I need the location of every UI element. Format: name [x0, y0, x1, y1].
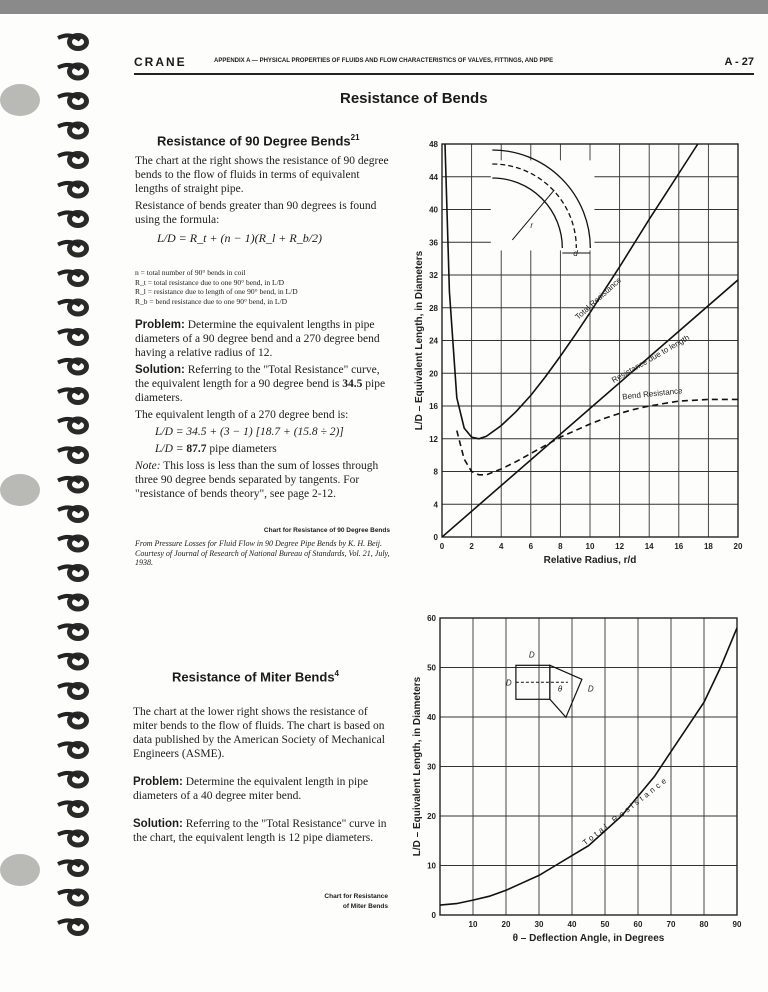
y-tick-label: 12 [429, 434, 438, 444]
problem-text: Determine the equivalent lengths in pipe diameters of a 90 degree bend and a 270 degree bend having a relative radius of 12. [135, 319, 380, 359]
chart1-caption-title: Chart for Resistance of 90 Degree Bends [263, 527, 390, 534]
x-axis-label: θ – Deflection Angle, in Degrees [512, 933, 665, 944]
equation-intro: The equivalent length of a 270 degree bend is: [135, 409, 349, 421]
inset-pipe-mitered [550, 665, 582, 717]
y-tick-label: 28 [429, 303, 438, 313]
y-tick-label: 44 [429, 172, 438, 182]
y-tick-label: 48 [429, 140, 438, 149]
punch-hole-mark [0, 84, 40, 116]
x-tick-label: 40 [567, 920, 577, 929]
inset-label-d-left: D [505, 678, 512, 688]
x-tick-label: 2 [469, 542, 474, 551]
heading-text: Resistance of Miter Bends [172, 669, 335, 685]
x-tick-label: 16 [674, 542, 684, 551]
x-axis-label: Relative Radius, r/d [543, 555, 637, 566]
definition-line: R_l = resistance due to length of one 90° bend, in L/D [135, 287, 298, 296]
heading-text: Resistance of 90 Degree Bends [157, 133, 351, 149]
bend-formula: L/D = R_t + (n − 1)(R_l + R_b/2) [157, 231, 323, 245]
solution-label: Solution: [133, 818, 183, 830]
x-tick-label: 18 [703, 542, 713, 551]
spiral-binding [0, 20, 100, 990]
x-tick-label: 10 [585, 542, 595, 551]
note-label: Note: [135, 460, 161, 472]
y-tick-label: 24 [429, 336, 438, 346]
y-tick-label: 40 [429, 205, 438, 215]
chart2-caption: Chart for Resistance of Miter Bends [324, 893, 388, 910]
solution-label: Solution: [135, 364, 185, 376]
chart-90-degree-bends [400, 138, 750, 578]
inset-background [491, 160, 595, 250]
series-label-total-resistance: Total Resistance [580, 774, 671, 848]
series-label-total-resistance: Total Resistance [573, 275, 624, 322]
solution-text: Referring to the "Total Resistance" curve in the chart, the equivalent length is 12 pipe diameters. [133, 818, 387, 844]
note-text: This loss is less than the sum of losses through three 90 degree bends separated by tangents. For "resistance of bends theory", see page 2-12. [135, 460, 379, 500]
problem-label: Problem: [133, 776, 183, 788]
y-tick-label: 4 [433, 500, 438, 510]
y-tick-label: 50 [427, 663, 436, 673]
inset-label-d-top: D [528, 650, 535, 660]
bends90-intro-block [135, 154, 390, 230]
miter-intro: The chart at the lower right shows the resistance of miter bends to the flow of fluids. The chart is based on data published by the American Society of Mechanical Engineers (ASME). [133, 706, 385, 760]
x-tick-label: 50 [600, 920, 610, 929]
bend-inset-diagram [491, 150, 595, 258]
y-axis-label: L/D – Equivalent Length, in Diameters [414, 250, 425, 431]
y-tick-label: 36 [429, 238, 438, 248]
x-tick-label: 60 [633, 920, 643, 929]
page-number: A - 27 [724, 56, 754, 68]
section-heading-miter-bends [172, 669, 339, 684]
series-label-resistance-due-to-length: Resistance due to length [610, 332, 691, 385]
y-tick-label: 8 [433, 467, 438, 477]
chart1-source-caption: From Pressure Losses for Fluid Flow in 90 Degree Pipe Bends by K. H. Beij. Courtesy of Journal of Research of National Bureau of Standards, Vol. 21, July, 1938. [135, 539, 390, 567]
equation-2-value: 87.7 [186, 443, 207, 455]
equation-2-suffix: pipe diameters [209, 443, 277, 455]
y-tick-label: 60 [427, 614, 436, 623]
x-tick-label: 90 [732, 920, 742, 929]
appendix-title: APPENDIX A — PHYSICAL PROPERTIES OF FLUIDS AND FLOW CHARACTERISTICS OF VALVES, FITTINGS, AND PIPE [214, 58, 554, 64]
x-tick-label: 20 [501, 920, 511, 929]
inset-label-d: d [573, 248, 578, 258]
punch-hole-mark [0, 854, 40, 886]
series-label-bend-resistance: Bend Resistance [621, 386, 683, 402]
equation-2-prefix: L/D = [155, 443, 184, 455]
formula-intro: Resistance of bends greater than 90 degrees is found using the formula: [135, 200, 377, 226]
formula-definitions [135, 268, 298, 306]
x-tick-label: 30 [534, 920, 544, 929]
x-tick-label: 8 [558, 542, 563, 551]
x-tick-label: 0 [439, 542, 445, 551]
y-tick-label: 20 [427, 812, 436, 821]
header-rule [134, 73, 754, 75]
inset-label-d-right: D [587, 684, 594, 694]
x-tick-label: 6 [528, 542, 534, 551]
y-tick-label: 10 [427, 861, 436, 871]
y-axis-label: L/D – Equivalent Length, in Diameters [412, 676, 423, 857]
punch-hole-mark [0, 474, 40, 506]
inset-label-r: r [530, 220, 533, 230]
definition-line: R_b = bend resistance due to one 90° bend, in L/D [135, 296, 287, 306]
equation-line-1: L/D = 34.5 + (3 − 1) [18.7 + (15.8 ÷ 2)] [155, 426, 344, 438]
bends90-problem-block [135, 318, 390, 504]
page-header [134, 55, 754, 75]
page-title: Resistance of Bends [340, 90, 488, 107]
inset-label-theta: θ [557, 684, 563, 694]
solution-value: 34.5 [342, 378, 363, 390]
y-tick-label: 32 [429, 271, 438, 280]
x-tick-label: 4 [498, 542, 504, 551]
problem-text: Determine the equivalent length in pipe diameters of a 40 degree miter bend. [133, 776, 369, 802]
series-bend-resistance [457, 399, 738, 474]
reference-number: 4 [334, 669, 339, 678]
problem-label: Problem: [135, 319, 185, 331]
section-heading-90-bends [157, 133, 360, 148]
definition-line: n = total number of 90° bends in coil [135, 268, 246, 277]
chart-miter-bends [400, 612, 750, 957]
scan-top-strip [0, 0, 768, 14]
x-tick-label: 70 [666, 920, 676, 929]
solution-end: pipe diameters. [135, 378, 386, 404]
y-tick-label: 20 [429, 369, 438, 379]
y-tick-label: 30 [427, 762, 436, 772]
miter-inset-diagram [506, 650, 594, 717]
x-tick-label: 10 [468, 920, 478, 929]
x-tick-label: 12 [615, 542, 625, 551]
y-tick-label: 40 [427, 713, 436, 722]
solution-text: Referring to the "Total Resistance" curve, the equivalent length for a 90 degree bend is [135, 364, 380, 390]
x-tick-label: 20 [733, 542, 743, 551]
x-tick-label: 80 [699, 920, 709, 929]
x-tick-label: 14 [644, 542, 654, 551]
brand-name: CRANE [134, 55, 187, 69]
intro-paragraph: The chart at the right shows the resistance of 90 degree bends to the flow of fluids in terms of equivalent lengths of straight pipe. [135, 155, 389, 195]
y-tick-label: 0 [431, 911, 436, 920]
series-total-resistance [445, 87, 738, 439]
y-tick-label: 16 [429, 402, 438, 411]
miter-text-block [133, 705, 388, 848]
y-tick-label: 0 [433, 533, 438, 542]
definition-line: R_t = total resistance due to one 90° bend, in L/D [135, 277, 285, 287]
reference-number: 21 [350, 133, 360, 142]
